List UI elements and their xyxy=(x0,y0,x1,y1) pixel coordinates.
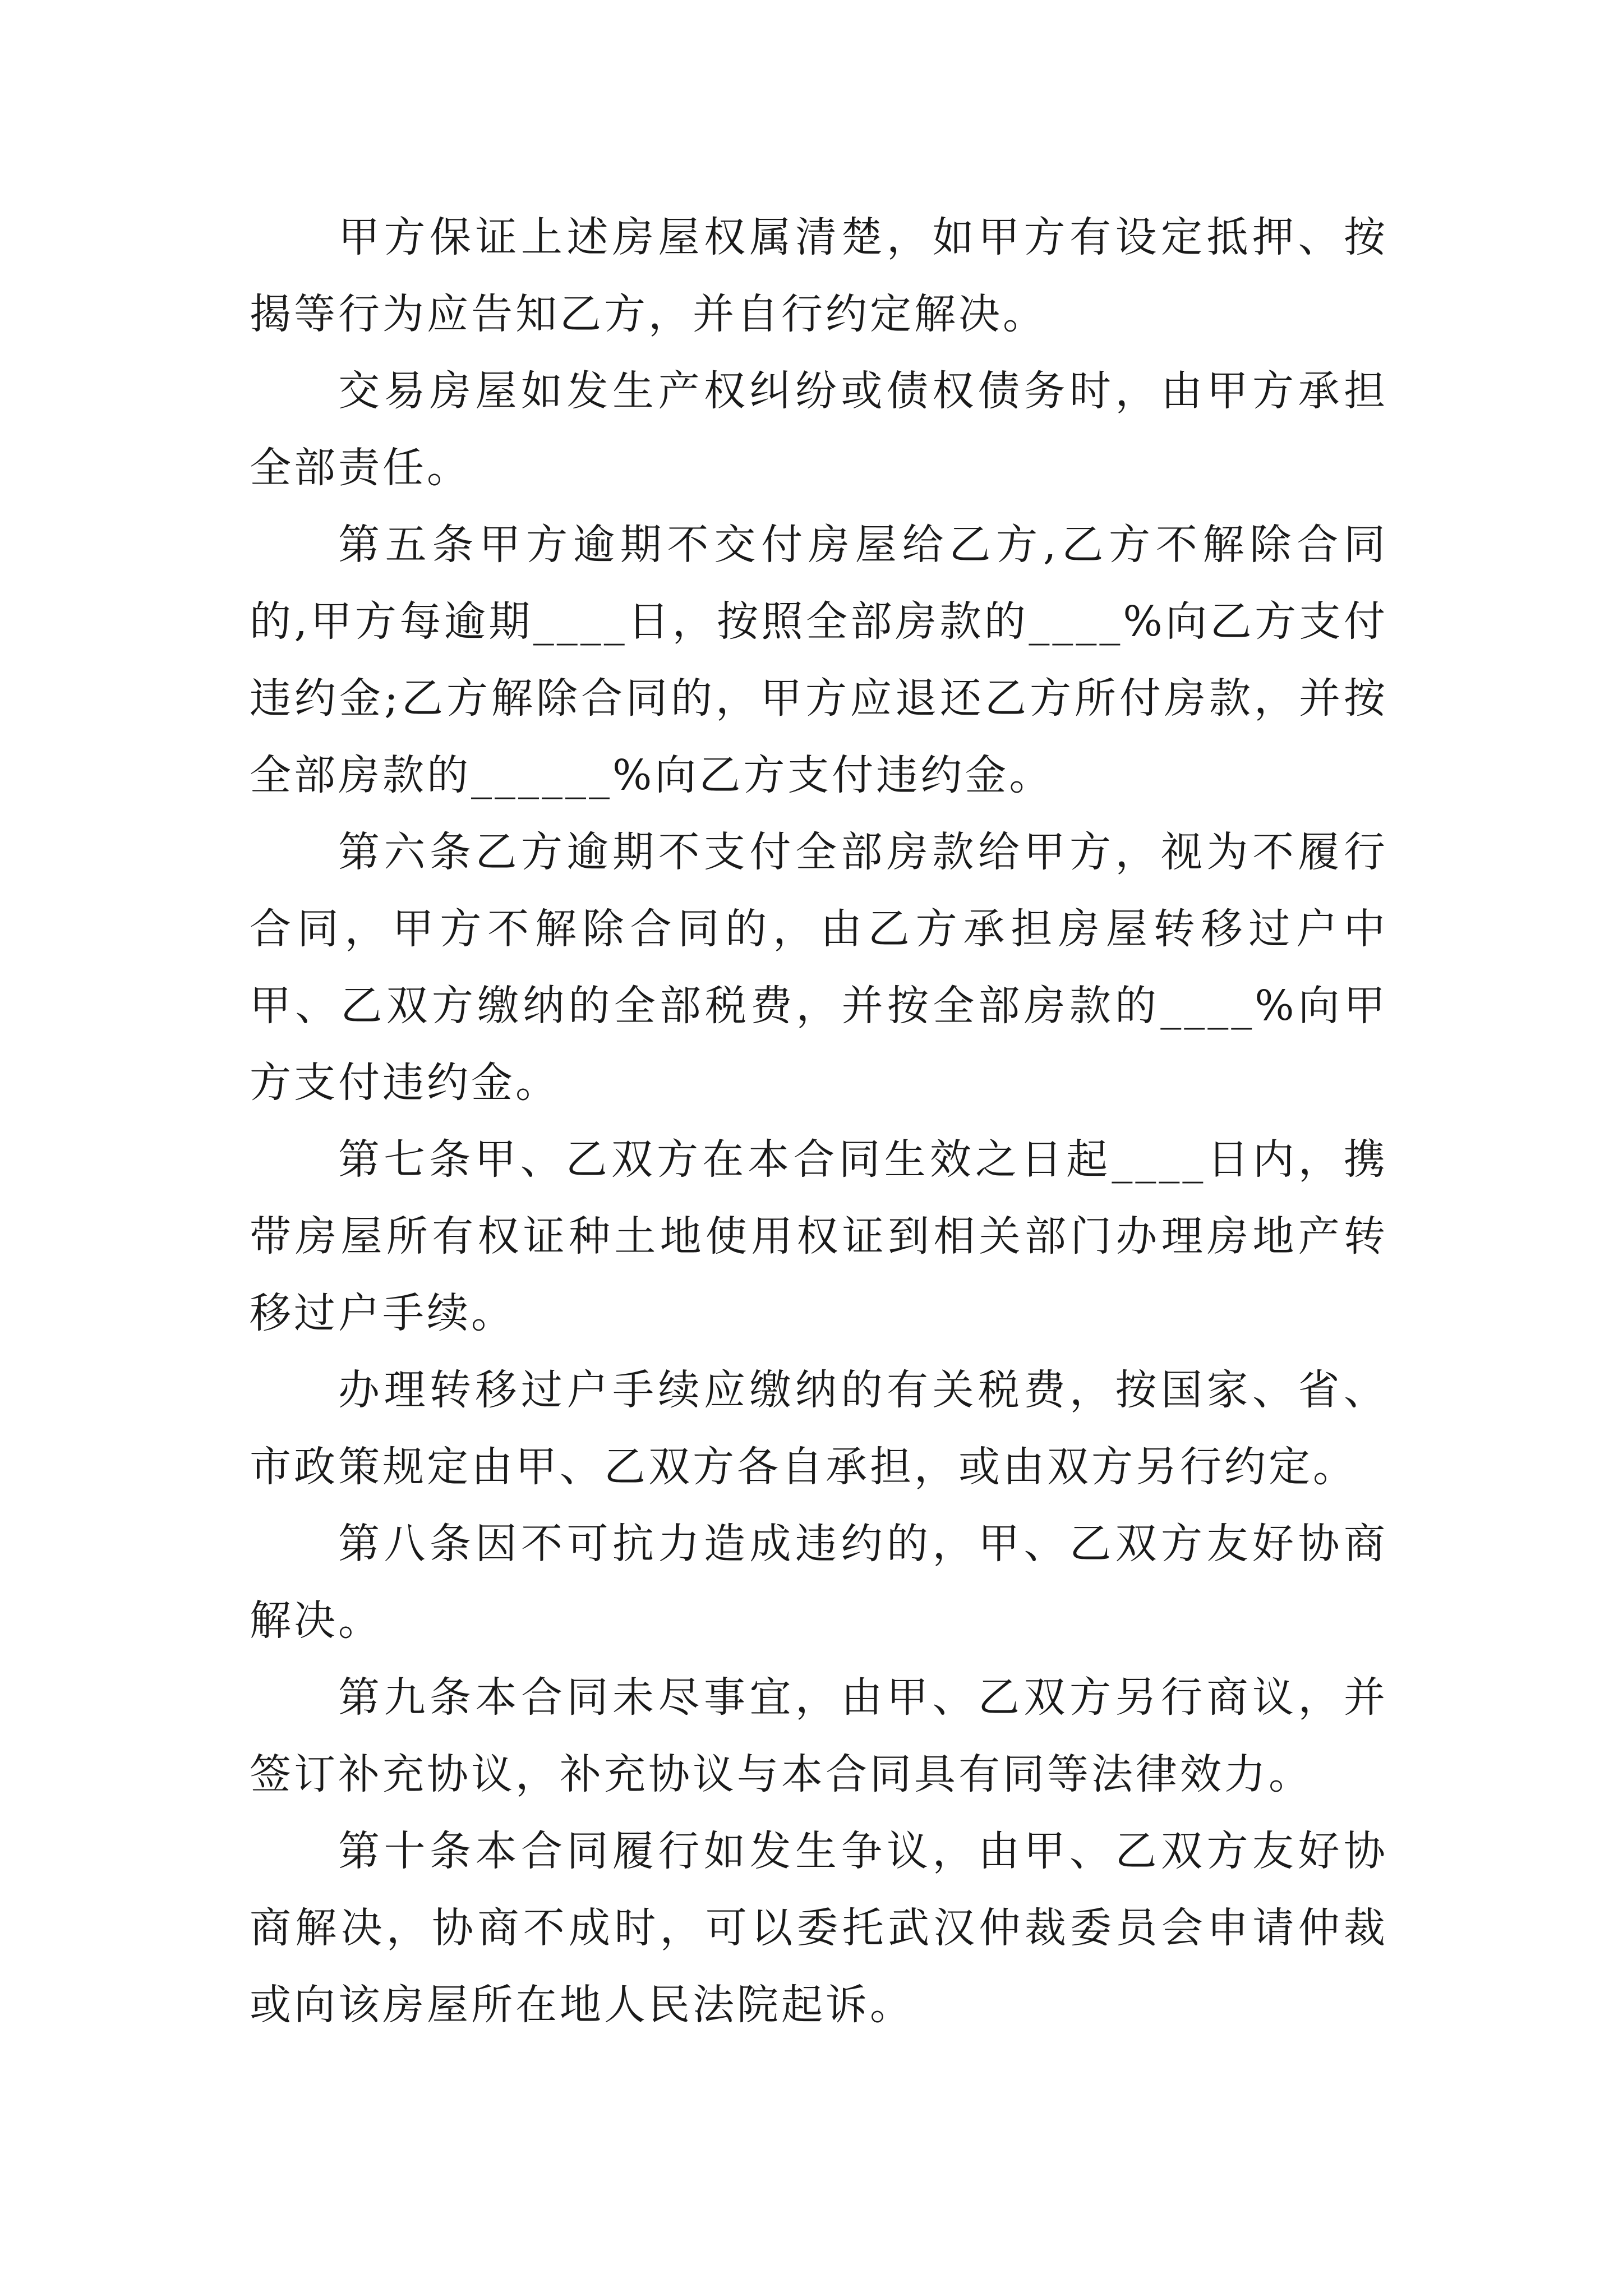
paragraph-article-5: 第五条甲方逾期不交付房屋给乙方,乙方不解除合同的,甲方每逾期____日，按照全部房款的____%向乙方支付违约金;乙方解除合同的，甲方应退还乙方所付房款，并按全部房款的______%向乙方支付违约金。 xyxy=(250,521,1388,799)
paragraph-article-9: 第九条本合同未尽事宜，由甲、乙双方另行商议，并签订补充协议，补充协议与本合同具有同等法律效力。 xyxy=(250,1673,1388,1798)
paragraph-transfer-taxes: 办理转移过户手续应缴纳的有关税费，按国家、省、市政策规定由甲、乙双方各自承担，或由双方另行约定。 xyxy=(250,1366,1388,1491)
paragraph-article-8: 第八条因不可抗力造成违约的，甲、乙双方友好协商解决。 xyxy=(250,1520,1388,1645)
paragraph-property-guarantee: 甲方保证上述房屋权属清楚，如甲方有设定抵押、按揭等行为应告知乙方，并自行约定解决。 xyxy=(250,213,1388,338)
paragraph-dispute-liability: 交易房屋如发生产权纠纷或债权债务时，由甲方承担全部责任。 xyxy=(250,367,1388,492)
paragraph-article-10: 第十条本合同履行如发生争议，由甲、乙双方友好协商解决，协商不成时，可以委托武汉仲裁委员会申请仲裁或向该房屋所在地人民法院起诉。 xyxy=(250,1827,1388,2029)
paragraph-article-7: 第七条甲、乙双方在本合同生效之日起____日内，携带房屋所有权证种土地使用权证到相关部门办理房地产转移过户手续。 xyxy=(250,1135,1388,1337)
document-body xyxy=(250,199,1388,2044)
paragraph-article-6: 第六条乙方逾期不支付全部房款给甲方，视为不履行合同，甲方不解除合同的，由乙方承担房屋转移过户中甲、乙双方缴纳的全部税费，并按全部房款的____%向甲方支付违约金。 xyxy=(250,828,1388,1107)
